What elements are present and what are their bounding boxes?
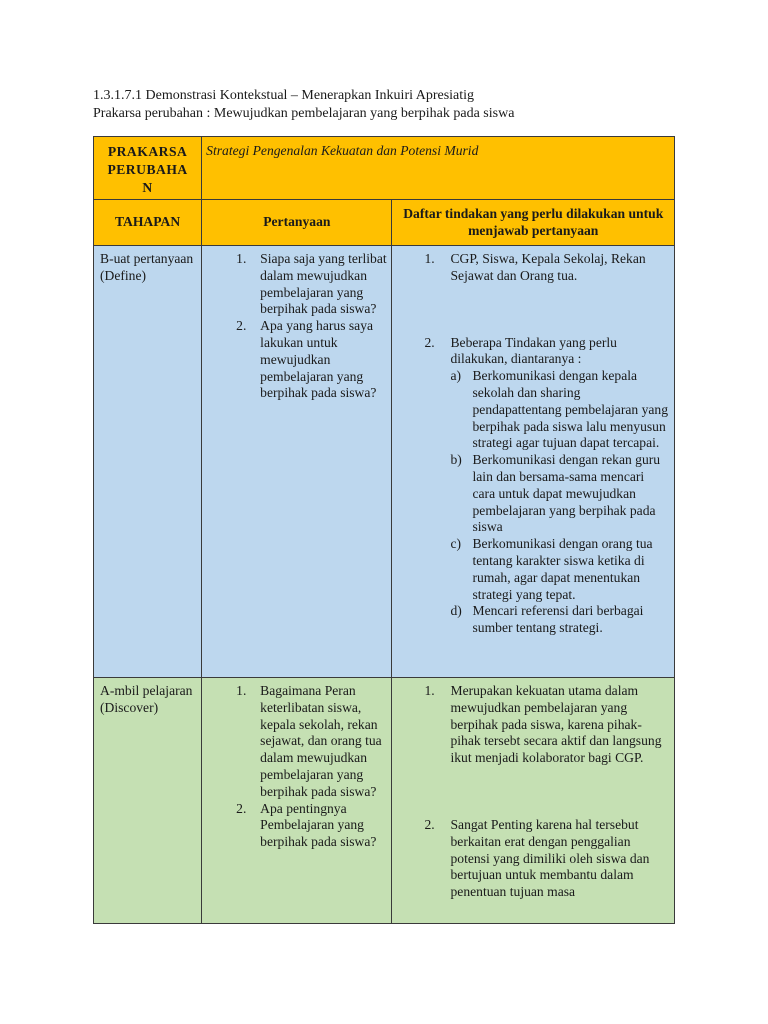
inquiry-table (93, 136, 675, 924)
stage-label: B-uat pertanyaan (Define) (100, 251, 194, 283)
action-item: 2. Sangat Penting karena hal tersebut berkaitan erat dengan penggalian potensi yang dimiliki oleh siswa dan bertujuan untuk membantu dalam penentuan tujuan masa (424, 816, 650, 900)
stage-cell (94, 246, 202, 678)
questions-cell (202, 678, 392, 924)
prakarsa-label-line: N (142, 180, 153, 195)
stage-cell (94, 678, 202, 924)
prakarsa-label-line: PRAKARSA (107, 144, 188, 159)
document-heading (93, 87, 713, 123)
header-tahapan: TAHAPAN (94, 200, 202, 246)
header-daftar-tindakan: Daftar tindakan yang perlu dilakukan untuk menjawab pertanyaan (392, 200, 675, 246)
prakarsa-label-line: PERUBAHA (107, 162, 188, 177)
action-subitem: b) Berkomunikasi dengan rekan guru lain dan bersama-sama mencari cara untuk dapat mewujudkan pembelajaran yang berpihak pada siswa (450, 452, 661, 535)
prakarsa-label-cell (94, 137, 202, 200)
question-item: 1. Siapa saja yang terlibat dalam mewujudkan pembelajaran yang berpihak pada siswa? (236, 251, 387, 317)
question-item: 1. Bagaimana Peran keterlibatan siswa, kepala sekolah, rekan sejawat, dan orang tua dalam mewujudkan pembelajaran yang berpihak pada siswa? (236, 683, 382, 799)
action-item: 1. Merupakan kekuatan utama dalam mewujudkan pembelajaran yang berpihak pada siswa, karena pihak-pihak tersebt secara aktif dan langsung ikut menjadi kolaborator bagi CGP. (424, 683, 662, 766)
actions-cell (392, 246, 675, 678)
table-row-discover (94, 678, 675, 924)
action-subitem: a) Berkomunikasi dengan kepala sekolah dan sharing pendapattentang pembelajaran yang berpihak pada siswa lalu menyusun strategi agar tujuan dapat tercapai. (450, 368, 668, 451)
action-item: 1. CGP, Siswa, Kepala Sekolaj, Rekan Sejawat dan Orang tua. (424, 251, 646, 283)
action-subitem: c) Berkomunikasi dengan orang tua tentang karakter siswa ketika di rumah, agar dapat menentukan strategi yang tepat. (450, 536, 653, 602)
question-item: 2. Apa yang harus saya lakukan untuk mewujudkan pembelajaran yang berpihak pada siswa? (236, 318, 377, 401)
prakarsa-value-cell (202, 137, 675, 200)
actions-cell (392, 678, 675, 924)
action-subitem: d) Mencari referensi dari berbagai sumber tentang strategi. (450, 603, 644, 636)
header-pertanyaan: Pertanyaan (202, 200, 392, 246)
section-title: 1.3.1.7.1 Demonstrasi Kontekstual – Menerapkan Inkuiri Apresiatig (93, 88, 475, 103)
questions-cell (202, 246, 392, 678)
prakarsa-line: Prakarsa perubahan : Mewujudkan pembelajaran yang berpihak pada siswa (93, 106, 515, 121)
table-row-define (94, 246, 675, 678)
stage-label: A-mbil pelajaran (Discover) (100, 683, 193, 715)
prakarsa-value: Strategi Pengenalan Kekuatan dan Potensi Murid (206, 143, 479, 158)
question-item: 2. Apa pentingnya Pembelajaran yang berpihak pada siswa? (236, 800, 377, 850)
action-item: 2. Beberapa Tindakan yang perlu dilakukan, diantaranya : a) Berkomunikasi dengan kepala sekolah dan sharing pendapattentang pembelajaran yang berpihak pada siswa lalu menyusun strategi agar tujuan dapat tercapai. b) Berkomunikasi dengan rekan guru lain dan bersama-sama mencari cara untuk dapat mewujudkan pembelajaran yang berpihak pada siswa c) Berkomunikasi dengan orang tua tentang karakter siswa ketika di rumah, agar dapat menentukan strategi yang tepat. d) Mencari referensi dari berbagai sumber tentang strategi. (424, 334, 668, 636)
